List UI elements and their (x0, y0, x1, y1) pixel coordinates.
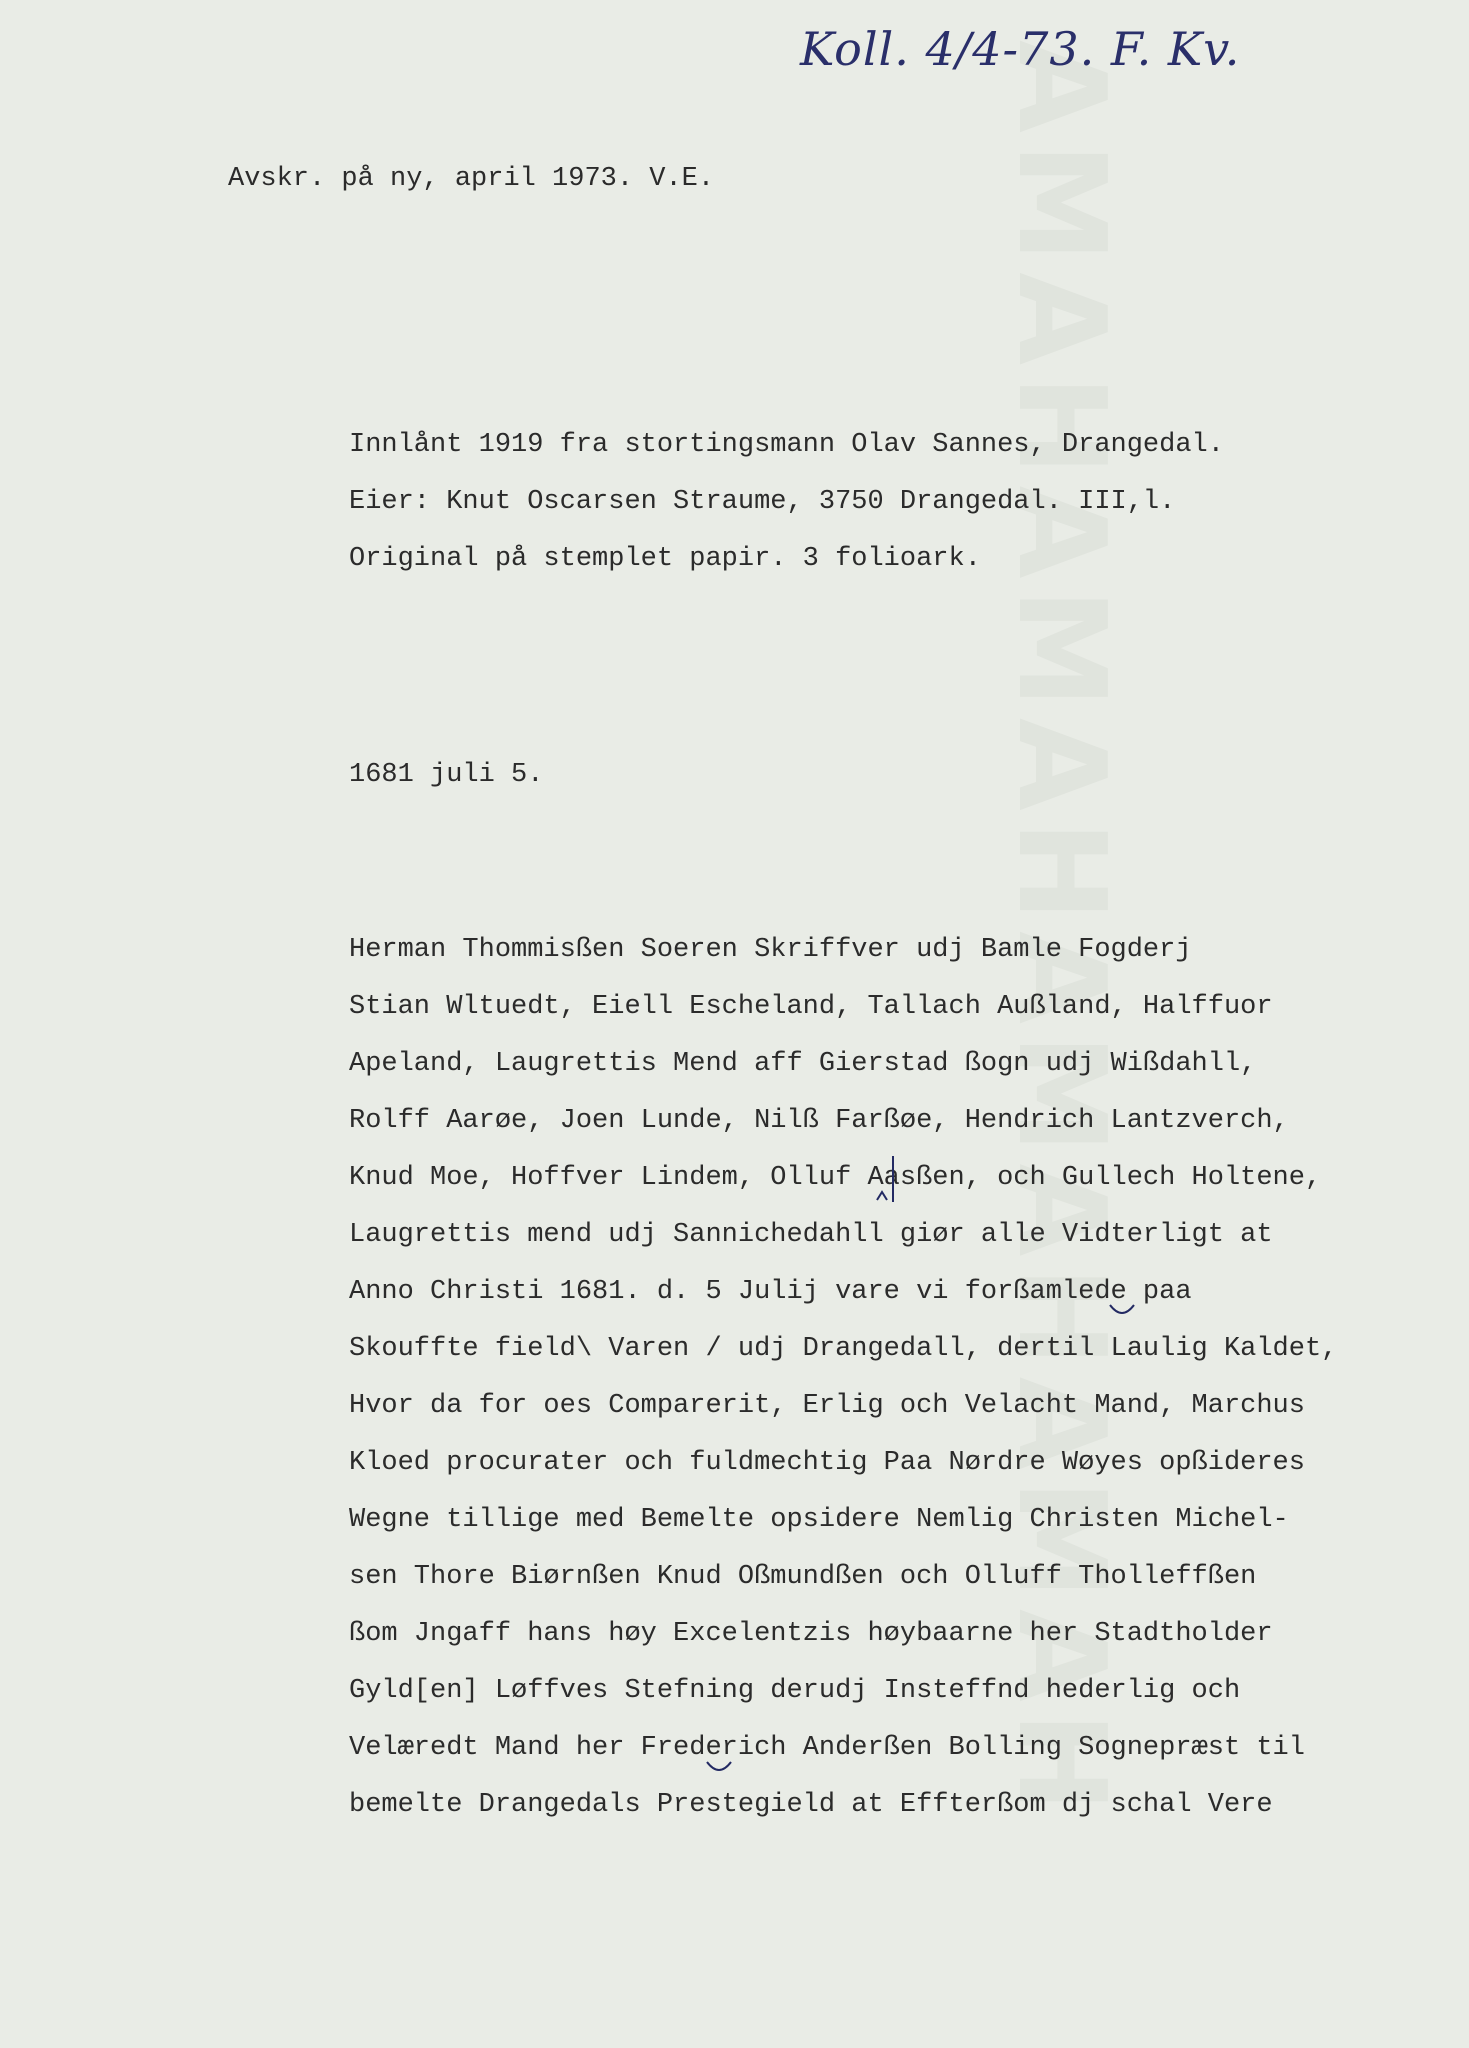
body-line: ßom Jngaff hans høy Excelentzis høybaarne her Stadtholder (349, 1619, 1273, 1649)
body-line: Rolff Aarøe, Joen Lunde, Nilß Farßøe, Hendrich Lantzverch, (349, 1106, 1289, 1136)
ligature-mark-icon (1108, 1303, 1136, 1319)
body-line: Apeland, Laugrettis Mend aff Gierstad ßogn udj Wißdahll, (349, 1049, 1257, 1079)
metadata-owner-line: Eier: Knut Oscarsen Straume, 3750 Drangedal. III,l. (349, 487, 1176, 517)
body-line: Kloed procurater och fuldmechtig Paa Nørdre Wøyes opßideres (349, 1448, 1305, 1478)
body-line: Gyld[en] Løffves Stefning derudj Insteffnd hederlig och (349, 1676, 1241, 1706)
metadata-original-line: Original på stemplet papir. 3 folioark. (349, 544, 981, 574)
body-line: Skouffte field\ Varen / udj Drangedall, dertil Laulig Kaldet, (349, 1334, 1338, 1364)
body-line: bemelte Drangedals Prestegield at Effterßom dj schal Vere (349, 1790, 1273, 1820)
body-line: Velæredt Mand her Frederich Anderßen Bolling Sognepræst til (349, 1733, 1305, 1763)
body-line: sen Thore Biørnßen Knud Oßmundßen och Olluff Tholleffßen (349, 1562, 1257, 1592)
body-line: Wegne tillige med Bemelte opsidere Nemlig Christen Michel- (349, 1505, 1289, 1535)
ligature-mark-icon (705, 1760, 733, 1776)
body-line: Anno Christi 1681. d. 5 Julij vare vi forßamlede paa (349, 1277, 1192, 1307)
date-heading: 1681 juli 5. (349, 760, 544, 790)
body-line: Knud Moe, Hoffver Lindem, Olluf Aasßen, och Gullech Holtene, (349, 1163, 1322, 1193)
insertion-mark-icon (873, 1150, 903, 1210)
body-line: Hvor da for oes Comparerit, Erlig och Velacht Mand, Marchus (349, 1391, 1305, 1421)
body-line: Laugrettis mend udj Sannichedahll giør alle Vidterligt at (349, 1220, 1273, 1250)
copy-note: Avskr. på ny, april 1973. V.E. (228, 164, 715, 194)
body-line: Stian Wltuedt, Eiell Escheland, Tallach Außland, Halffuor (349, 992, 1273, 1022)
metadata-loan-line: Innlånt 1919 fra stortingsmann Olav Sannes, Drangedal. (349, 430, 1224, 460)
handwritten-header: Koll. 4/4-73. F. Kv. (800, 22, 1241, 76)
body-line: Herman Thommisßen Soeren Skriffver udj Bamle Fogderj (349, 935, 1192, 965)
background-watermark: AMAHAMAHAMAHAMAH (991, 40, 1130, 1823)
